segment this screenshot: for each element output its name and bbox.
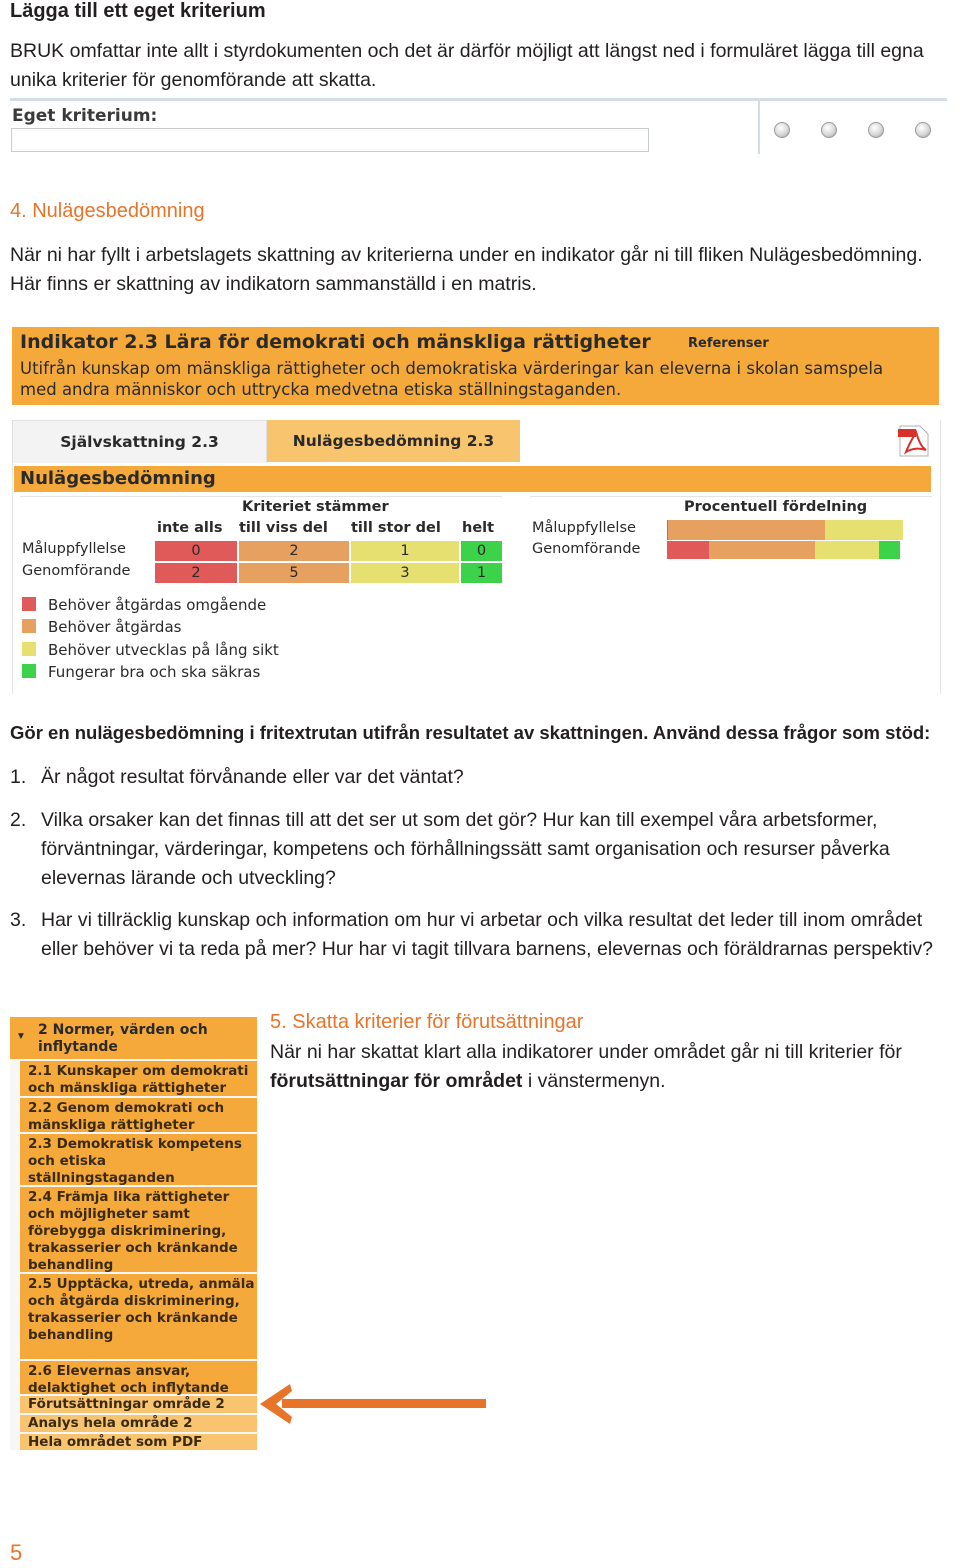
menu-item-2-1[interactable]: 2.1 Kunskaper om demokrati och mänskliga rättigheter (20, 1061, 257, 1096)
tab-status-assessment[interactable]: Nulägesbedömning 2.3 (267, 420, 520, 462)
dist-bar-goal (667, 520, 903, 540)
menu-item-2-3[interactable]: 2.3 Demokratisk kompetens och etiska ställningstaganden (20, 1134, 257, 1185)
indicator-title: Indikator 2.3 Lära för demokrati och mänskliga rättigheter (20, 331, 651, 353)
matrix-cell: 1 (461, 563, 502, 583)
question-number: 2. (10, 809, 27, 831)
menu-item-conditions[interactable]: Förutsättningar område 2 (20, 1396, 257, 1413)
tab-self-assessment[interactable]: Självskattning 2.3 (12, 420, 267, 463)
custom-criterion-label: Eget kriterium: (12, 106, 158, 126)
legend-label: Behöver utvecklas på lång sikt (48, 641, 279, 659)
matrix-header: Kriteriet stämmer (242, 499, 389, 515)
arrow-left-icon (258, 1382, 488, 1426)
matrix-cell: 2 (155, 563, 237, 583)
question-number: 1. (10, 766, 27, 788)
matrix-cell: 5 (239, 563, 349, 583)
column-partly: till viss del (239, 520, 328, 536)
questions-intro: Gör en nulägesbedömning i fritextrutan utifrån resultatet av skattningen. Använd dessa frågor som stöd: (10, 722, 931, 743)
heading-section-4: 4. Nulägesbedömning (10, 200, 205, 222)
pdf-icon[interactable] (896, 424, 932, 458)
question-text: Är något resultat förvånande eller var det väntat? (41, 766, 464, 788)
menu-item-2-5[interactable]: 2.5 Upptäcka, utreda, anmäla och åtgärda diskriminering, trakasserier och kränkande behandling (20, 1274, 257, 1359)
question-text: Har vi tillräcklig kunskap och information om hur vi arbetar och vilka resultat det leder till inom området eller behöver vi ta reda på mer? Hur har vi tagit tillvara barnens, elevernas och föräldrarnas perspektiv? (41, 909, 934, 960)
menu-item-2-6[interactable]: 2.6 Elevernas ansvar, delaktighet och inflytande (20, 1361, 257, 1394)
status-panel-title: Nulägesbedömning (20, 468, 216, 489)
matrix-cell: 1 (351, 541, 459, 561)
distribution-border (530, 496, 932, 497)
legend-label: Fungerar bra och ska säkras (48, 663, 261, 681)
menu-item-2-4[interactable]: 2.4 Främja lika rättigheter och möjligheter samt förebygga diskriminering, trakasserier och kränkande behandling (20, 1187, 257, 1272)
matrix-border (20, 496, 502, 497)
heading-section-5: 5. Skatta kriterier för förutsättningar (270, 1011, 584, 1033)
column-not-at-all: inte alls (157, 520, 223, 536)
legend-label: Behöver åtgärdas (48, 618, 182, 636)
heading-custom-criterion: Lägga till ett eget kriterium (10, 0, 266, 22)
references-link[interactable]: Referenser (688, 336, 769, 351)
column-fully: helt (462, 520, 495, 536)
distribution-header: Procentuell fördelning (684, 499, 868, 515)
paragraph-custom-criterion: BRUK omfattar inte allt i styrdokumenten och det är därför möjligt att längst ned i formuläret lägga till egna unika kriterier för genomförande att skatta. (10, 40, 924, 91)
form-divider (10, 98, 947, 101)
indicator-description: Utifrån kunskap om mänskliga rättigheter och demokratiska värderingar kan eleverna i skolan samspela med andra människor och uttrycka medvetna etiska ställningstaganden. (20, 359, 884, 399)
question-text: Vilka orsaker kan det finnas till att det ser ut som det gör? Hur kan till exempel våra arbetsformer, förväntningar, värderingar, kompetens och förhållningssätt samt organisation och resurser påverka elevernas lärande och utveckling? (41, 809, 890, 889)
row-label-goal: Måluppfyllelse (22, 541, 126, 557)
custom-criterion-input[interactable] (11, 128, 649, 152)
matrix-cell: 3 (351, 563, 459, 583)
paragraph-section-5: När ni har skattat klart alla indikatorer under området går ni till kriterier för förutsättningar för området i vänstermenyn. (270, 1041, 902, 1092)
rating-radio-1[interactable] (774, 122, 790, 138)
column-largely: till stor del (351, 520, 441, 536)
dist-bar-implementation (667, 541, 900, 559)
dist-row-goal: Måluppfyllelse (532, 520, 636, 536)
legend-swatch-orange (22, 619, 36, 633)
form-separator (758, 98, 760, 154)
matrix-cell: 0 (155, 541, 237, 561)
matrix-cell: 0 (461, 541, 502, 561)
menu-item-2-2[interactable]: 2.2 Genom demokrati och mänskliga rättigheter (20, 1098, 257, 1132)
legend-swatch-red (22, 597, 36, 611)
rating-radio-4[interactable] (915, 122, 931, 138)
menu-item-pdf[interactable]: Hela området som PDF (20, 1434, 257, 1450)
rating-radio-2[interactable] (821, 122, 837, 138)
dist-row-implementation: Genomförande (532, 541, 641, 557)
paragraph-section-4: När ni har fyllt i arbetslagets skattning av kriterierna under en indikator går ni till fliken Nulägesbedömning. Här finns er skattning av indikatorn sammanställd i en matris. (10, 244, 923, 295)
matrix-cell: 2 (239, 541, 349, 561)
menu-area-2[interactable]: 2 Normer, värden och inflytande (10, 1017, 257, 1059)
legend-swatch-green (22, 664, 36, 678)
row-label-implementation: Genomförande (22, 563, 131, 579)
question-number: 3. (10, 909, 27, 931)
legend-swatch-yellow (22, 642, 36, 656)
page-number: 5 (10, 1540, 23, 1565)
rating-radio-3[interactable] (868, 122, 884, 138)
menu-item-analysis[interactable]: Analys hela område 2 (20, 1415, 257, 1432)
legend-label: Behöver åtgärdas omgående (48, 596, 267, 614)
chevron-down-icon: ▼ (16, 1031, 26, 1042)
